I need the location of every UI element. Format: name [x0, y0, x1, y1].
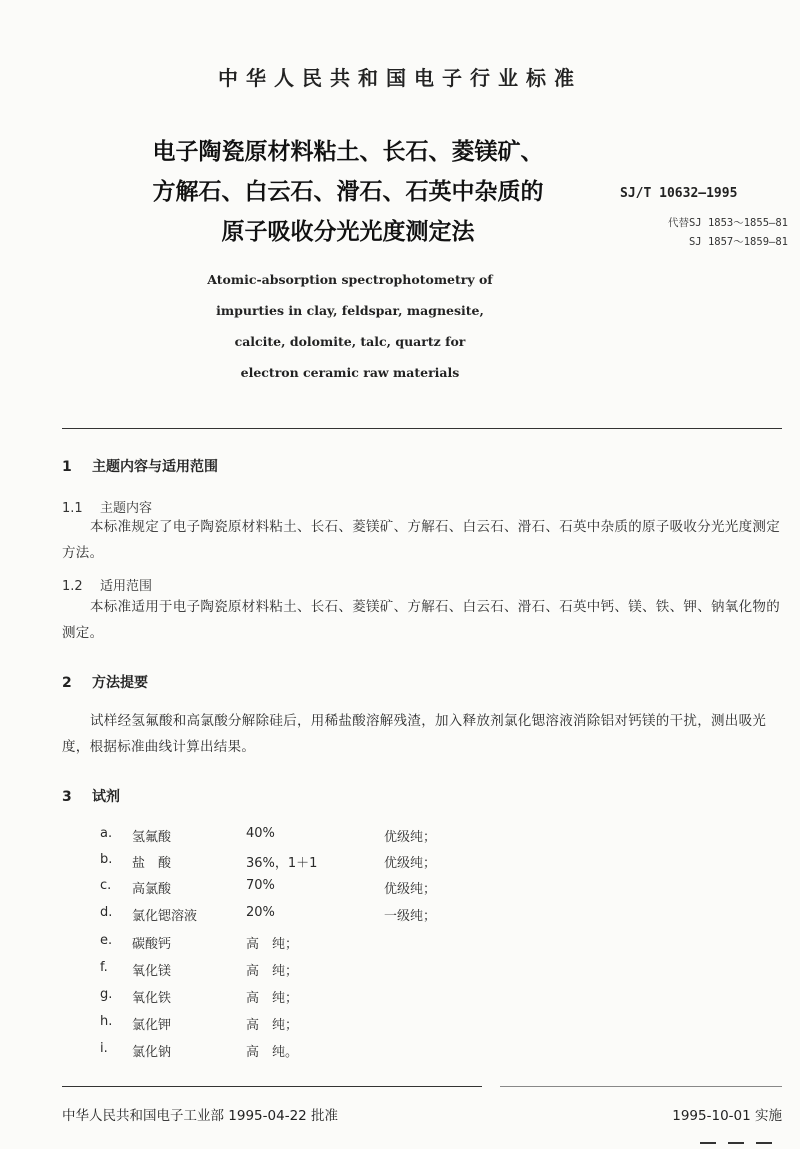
- reagent-index: h.: [100, 1014, 113, 1029]
- section-1-2-heading: [62, 575, 152, 594]
- reagent-grade: 优级纯；: [384, 830, 437, 845]
- reagent-concentration: 36%，1＋1: [246, 856, 318, 871]
- section-title: 试剂: [92, 789, 120, 805]
- reagent-name: 盐 酸: [132, 856, 172, 871]
- reagent-concentration: 20%: [246, 905, 275, 920]
- reagent-name: 氢氟酸: [132, 830, 172, 845]
- reagent-concentration: 高 纯；: [246, 991, 299, 1006]
- title-en-line-4: electron ceramic raw materials: [240, 365, 460, 380]
- section-1-heading: [62, 456, 218, 476]
- replaces-line-1: 代替SJ 1853～1855—81: [667, 217, 788, 229]
- title-zh-line-2: 方解石、白云石、滑石、石英中杂质的: [152, 179, 544, 205]
- section-title: 主题内容与适用范围: [92, 459, 218, 475]
- standard-type-heading: 中华人民共和国电子行业标准: [218, 66, 582, 90]
- section-title: 主题内容: [100, 501, 153, 516]
- reagent-index: i.: [100, 1041, 108, 1056]
- reagent-index: e.: [100, 933, 113, 948]
- reagent-grade: 优级纯；: [384, 882, 437, 897]
- reagent-index: d.: [100, 905, 113, 920]
- reagent-index: a.: [100, 826, 113, 841]
- reagent-index: g.: [100, 987, 113, 1002]
- section-number: 2: [62, 675, 72, 691]
- title-chinese: [118, 132, 578, 252]
- title-zh-line-3: 原子吸收分光光度测定法: [221, 219, 475, 245]
- standard-replaces: [608, 214, 788, 252]
- standard-number: SJ/T 10632—1995: [620, 186, 738, 201]
- section-number: 1: [62, 459, 72, 475]
- footer-divider-right: [500, 1086, 782, 1087]
- reagent-concentration: 高 纯；: [246, 937, 299, 952]
- reagent-concentration: 40%: [246, 826, 275, 841]
- reagent-name: 高氯酸: [132, 882, 172, 897]
- reagent-name: 氯化锶溶液: [132, 909, 198, 924]
- reagent-concentration: 高 纯；: [246, 964, 299, 979]
- reagent-name: 氧化铁: [132, 991, 172, 1006]
- reagent-name: 氯化钾: [132, 1018, 172, 1033]
- reagent-concentration: 70%: [246, 878, 275, 893]
- reagent-index: c.: [100, 878, 112, 893]
- section-1-1-text: 本标准规定了电子陶瓷原材料粘土、长石、菱镁矿、方解石、白云石、滑石、石英中杂质的原子吸收分光光度测定方法。: [62, 519, 780, 561]
- section-number: 3: [62, 789, 72, 805]
- reagent-concentration: 高 纯；: [246, 1018, 299, 1033]
- reagent-name: 碳酸钙: [132, 937, 172, 952]
- footer-divider: [62, 1086, 482, 1087]
- reagent-concentration: 高 纯。: [246, 1045, 299, 1060]
- replaces-line-2: SJ 1857～1859—81: [688, 236, 788, 248]
- reagent-name: 氯化钠: [132, 1045, 172, 1060]
- section-title: 方法提要: [92, 675, 148, 691]
- section-number: 1.2: [62, 579, 83, 594]
- reagent-grade: 一级纯；: [384, 909, 437, 924]
- header-divider: [62, 428, 782, 429]
- section-2-text: 试样经氢氟酸和高氯酸分解除硅后，用稀盐酸溶解残渣，加入释放剂氯化锶溶液消除铝对钙镁的干扰，测出吸光度，根据标准曲线计算出结果。: [62, 713, 767, 755]
- section-2-heading: [62, 672, 148, 692]
- approval-note: 中华人民共和国电子工业部 1995-04-22 批准: [62, 1108, 339, 1124]
- title-zh-line-1: 电子陶瓷原材料粘土、长石、菱镁矿、: [152, 139, 544, 165]
- section-1-2-text: 本标准适用于电子陶瓷原材料粘土、长石、菱镁矿、方解石、白云石、滑石、石英中钙、镁、铁、钾、钠氧化物的测定。: [62, 599, 780, 641]
- title-en-line-2: impurties in clay, feldspar, magnesite,: [216, 303, 484, 318]
- page-mark-icon: [700, 1138, 780, 1146]
- reagent-index: b.: [100, 852, 113, 867]
- section-title: 适用范围: [100, 579, 153, 594]
- reagent-name: 氧化镁: [132, 964, 172, 979]
- effective-date: 1995-10-01 实施: [672, 1108, 782, 1124]
- title-english: [150, 264, 550, 388]
- reagent-grade: 优级纯；: [384, 856, 437, 871]
- title-en-line-1: Atomic-absorption spectrophotometry of: [207, 272, 493, 287]
- title-en-line-3: calcite, dolomite, talc, quartz for: [234, 334, 466, 349]
- section-number: 1.1: [62, 501, 83, 516]
- reagent-index: f.: [100, 960, 108, 975]
- section-3-heading: [62, 786, 120, 806]
